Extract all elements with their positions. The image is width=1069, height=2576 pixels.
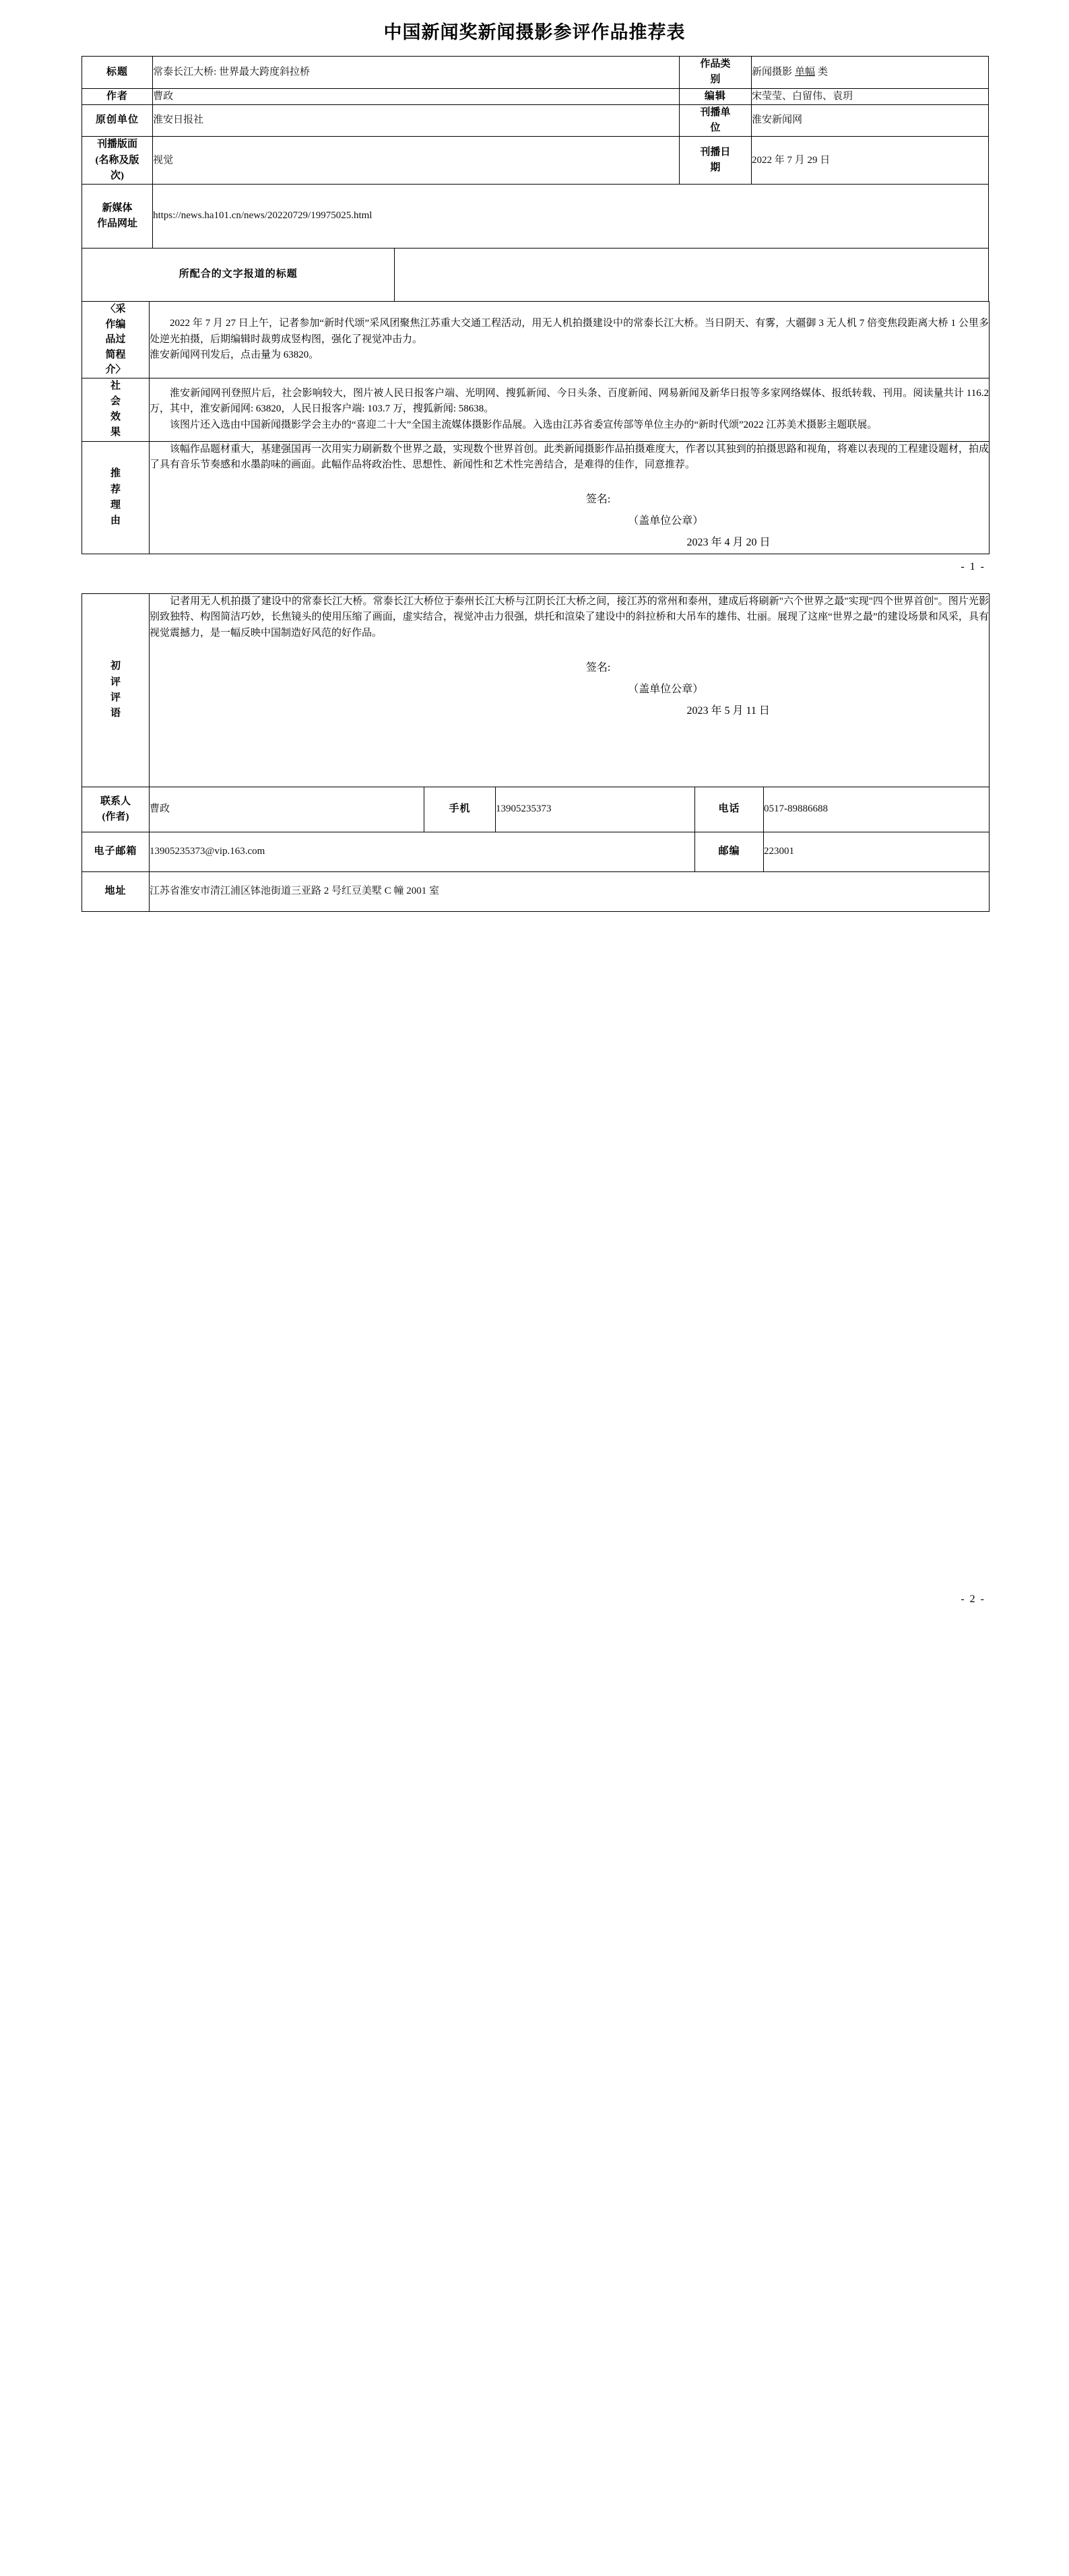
page-2-footer: - 2 -: [961, 1593, 985, 1605]
category-value: [751, 57, 988, 89]
preliminary-review-label-1: 评: [110, 676, 121, 688]
recommendation-signature-line: 签名:: [585, 494, 611, 505]
contact-label-line2: (作者): [102, 811, 129, 822]
table-row-process: [82, 302, 990, 378]
preliminary-review-body: [150, 594, 990, 787]
recommendation-body: [150, 441, 990, 554]
process-label: [82, 302, 150, 378]
preliminary-review-signature-line: 签名:: [585, 661, 611, 673]
mobile-value[interactable]: 13905235373: [496, 787, 695, 832]
process-label-c1-3: 简: [105, 349, 116, 360]
narrative-table: [82, 301, 990, 554]
table-row-title: [82, 57, 989, 89]
preliminary-review-label-2: 评: [110, 692, 121, 703]
recommendation-label: [82, 441, 150, 554]
layout-label: [82, 137, 153, 185]
publish-date-label: [679, 137, 751, 185]
recommendation-label-0: 推: [110, 468, 121, 480]
preliminary-review-label-0: 初: [110, 661, 121, 672]
preliminary-review-seal-line: （盖单位公章）: [628, 683, 704, 695]
table-row-author: [82, 88, 989, 104]
recommendation-paragraph-1: 该幅作品题材重大，基建强国再一次用实力刷新数个世界之最，实现数个世界首创。此类新闻摄影作品拍摄难度大，作者以其独到的拍摄思路和视角，将难以表现的工程建设题材，拍成了具有音乐节奏感和水墨韵味的画面。此幅作品将政治性、思想性、新闻性和艺术性完善结合，是难得的佳作，同意推荐。: [150, 443, 989, 470]
publish-date-value: 2022 年 7 月 29 日: [751, 137, 988, 185]
publish-date-label-line1: 刊播日: [700, 146, 731, 158]
social-effect-body: [150, 378, 990, 441]
table-row-email: [82, 832, 990, 871]
page-title: 中国新闻奖新闻摄影参评作品推荐表: [383, 22, 686, 42]
contact-label-line1: 联系人: [100, 795, 131, 807]
category-prefix: 新闻摄影: [751, 66, 792, 77]
companion-report-label: 所配合的文字报道的标题: [82, 249, 395, 302]
recommendation-seal-line: （盖单位公章）: [628, 515, 704, 527]
process-label-c1-1: 作: [105, 319, 116, 330]
preliminary-review-paragraph-1: 记者用无人机拍摄了建设中的常泰长江大桥。常泰长江大桥位于泰州长江大桥与江阴长江大桥之间，接江苏的常州和泰州，建成后将刷新"六个世界之最"实现"四个世界首创"。图片光影别致独特、构图简洁巧妙，长焦镜头的使用压缩了画面，虚实结合，视觉冲击力很强，烘托和渲染了建设中的斜拉桥和大吊车的雄伟、壮丽。展现了这座“世界之最”的建设场景和风采，具有视觉震撼力，是一幅反映中国制造好风范的好作品。: [150, 596, 989, 638]
social-effect-label-1: 会: [110, 395, 121, 407]
social-effect-label-3: 果: [110, 427, 121, 438]
category-label-line2: 别: [710, 74, 721, 86]
newmedia-url-label-line2: 作品网址: [97, 218, 138, 229]
publish-unit-label-line1: 刊播单: [700, 106, 731, 118]
mobile-label: 手机: [424, 787, 496, 832]
recommendation-date-line: 2023 年 4 月 20 日: [686, 537, 771, 548]
table-row-newmedia-url: [82, 185, 989, 249]
process-body: [150, 302, 990, 378]
publish-unit-label: [679, 104, 751, 137]
layout-label-line1: 刊播版面: [97, 139, 138, 150]
contact-value[interactable]: 曹政: [150, 787, 424, 832]
title-value: 常泰长江大桥: 世界最大跨度斜拉桥: [153, 57, 680, 89]
newmedia-url-label: [82, 185, 153, 249]
publish-unit-value: 淮安新闻网: [751, 104, 988, 137]
social-effect-label: [82, 378, 150, 441]
process-label-c2-3: 程: [115, 349, 126, 360]
companion-report-value[interactable]: [395, 249, 989, 302]
recommendation-signature-block: [150, 489, 989, 554]
process-label-c1-4: 介: [105, 364, 116, 375]
category-suffix: 类: [818, 66, 829, 77]
layout-value: 视觉: [153, 137, 680, 185]
newmedia-url-label-line1: 新媒体: [102, 202, 133, 213]
social-effect-paragraph-2: 该图片还入选由中国新闻摄影学会主办的“喜迎二十大”全国主流媒体摄影作品展。入选由江苏省委宣传部等单位主办的“新时代颂”2022 江苏美术摄影主题联展。: [170, 419, 878, 430]
category-label: [679, 57, 751, 89]
layout-label-line3: 次): [110, 170, 125, 181]
process-label-c2-1: 编: [115, 319, 126, 330]
preliminary-review-label-3: 语: [110, 708, 121, 719]
email-label: 电子邮箱: [82, 832, 150, 871]
publish-unit-label-line2: 位: [710, 123, 721, 133]
editor-label: 编辑: [679, 88, 751, 104]
email-value[interactable]: 13905235373@vip.163.com: [150, 832, 695, 871]
recommendation-label-3: 由: [110, 515, 121, 526]
address-label: 地址: [82, 871, 150, 911]
table-row-layout: [82, 137, 989, 185]
title-label: 标题: [82, 57, 153, 89]
process-paragraph-1: 2022 年 7 月 27 日上午，记者参加“新时代颂”采风团聚焦江苏重大交通工程活动，用无人机拍摄建设中的常泰长江大桥。当日阴天、有雾，大疆御 3 无人机 7 倍变焦段距离大桥 1 公里多处逆光拍摄，后期编辑时裁剪成竖构图，强化了视觉冲击力。: [150, 318, 989, 345]
process-label-c2-2: 过: [115, 334, 126, 345]
phone-label: 电话: [695, 787, 764, 832]
table-row-contact: [82, 787, 990, 832]
contact-table: [82, 787, 990, 912]
table-row-preliminary-review: [82, 594, 990, 787]
author-label: 作者: [82, 88, 153, 104]
preliminary-review-label: [82, 594, 150, 787]
publish-date-label-line2: 期: [710, 162, 721, 174]
preliminary-review-table: [82, 593, 990, 787]
process-label-c2-0: 采: [115, 304, 126, 315]
social-effect-paragraph-1: 淮安新闻网刊登照片后，社会影响较大，图片被人民日报客户端、光明网、搜狐新闻、今日头条、百度新闻、网易新闻及新华日报等多家网络媒体、报纸转载、刊用。阅读量共计 116.2 万，其中，淮安新闻网: 63820，人民日报客户端: 103.7 万，搜狐新闻: 58638。: [150, 388, 989, 415]
work-info-table: [82, 56, 989, 302]
editor-value: 宋莹莹、白留伟、袁玥: [751, 88, 988, 104]
origin-unit-value: 淮安日报社: [153, 104, 680, 137]
process-label-c2-4: 〉: [115, 364, 126, 375]
table-row-companion-report: [82, 249, 989, 302]
process-label-col2: [116, 302, 126, 378]
phone-value[interactable]: 0517-89886688: [764, 787, 990, 832]
page-1-footer: - 1 -: [961, 561, 985, 572]
layout-label-line2: (名称及版: [95, 154, 139, 166]
table-row-social-effect: [82, 378, 990, 441]
social-effect-label-0: 社: [110, 380, 121, 391]
process-label-col1: [105, 302, 115, 378]
author-value: 曹政: [153, 88, 680, 104]
category-label-line1: 作品类: [700, 59, 731, 69]
social-effect-label-2: 效: [110, 411, 121, 422]
preliminary-review-date-line: 2023 年 5 月 11 日: [686, 704, 770, 717]
address-value[interactable]: 江苏省淮安市清江浦区钵池街道三亚路 2 号红豆美墅 C 幢 2001 室: [150, 871, 990, 911]
recommendation-label-2: 理: [110, 499, 121, 510]
contact-label: [82, 787, 150, 832]
table-row-address: [82, 871, 990, 911]
recommendation-label-1: 荐: [110, 484, 121, 495]
origin-unit-label: 原创单位: [82, 104, 153, 137]
zip-value[interactable]: 223001: [764, 832, 990, 871]
newmedia-url-value[interactable]: https://news.ha101.cn/news/20220729/19975025.html: [153, 185, 989, 249]
zip-label: 邮编: [695, 832, 764, 871]
process-paragraph-2: 淮安新闻网刊发后，点击量为 63820。: [150, 349, 319, 360]
preliminary-review-signature-block: [150, 657, 989, 722]
table-row-recommendation: [82, 441, 990, 554]
process-label-c1-0: 〈: [105, 304, 116, 315]
table-row-origin-unit: [82, 104, 989, 137]
category-underlined: 单幅: [795, 66, 816, 77]
process-label-c1-2: 品: [105, 334, 116, 345]
